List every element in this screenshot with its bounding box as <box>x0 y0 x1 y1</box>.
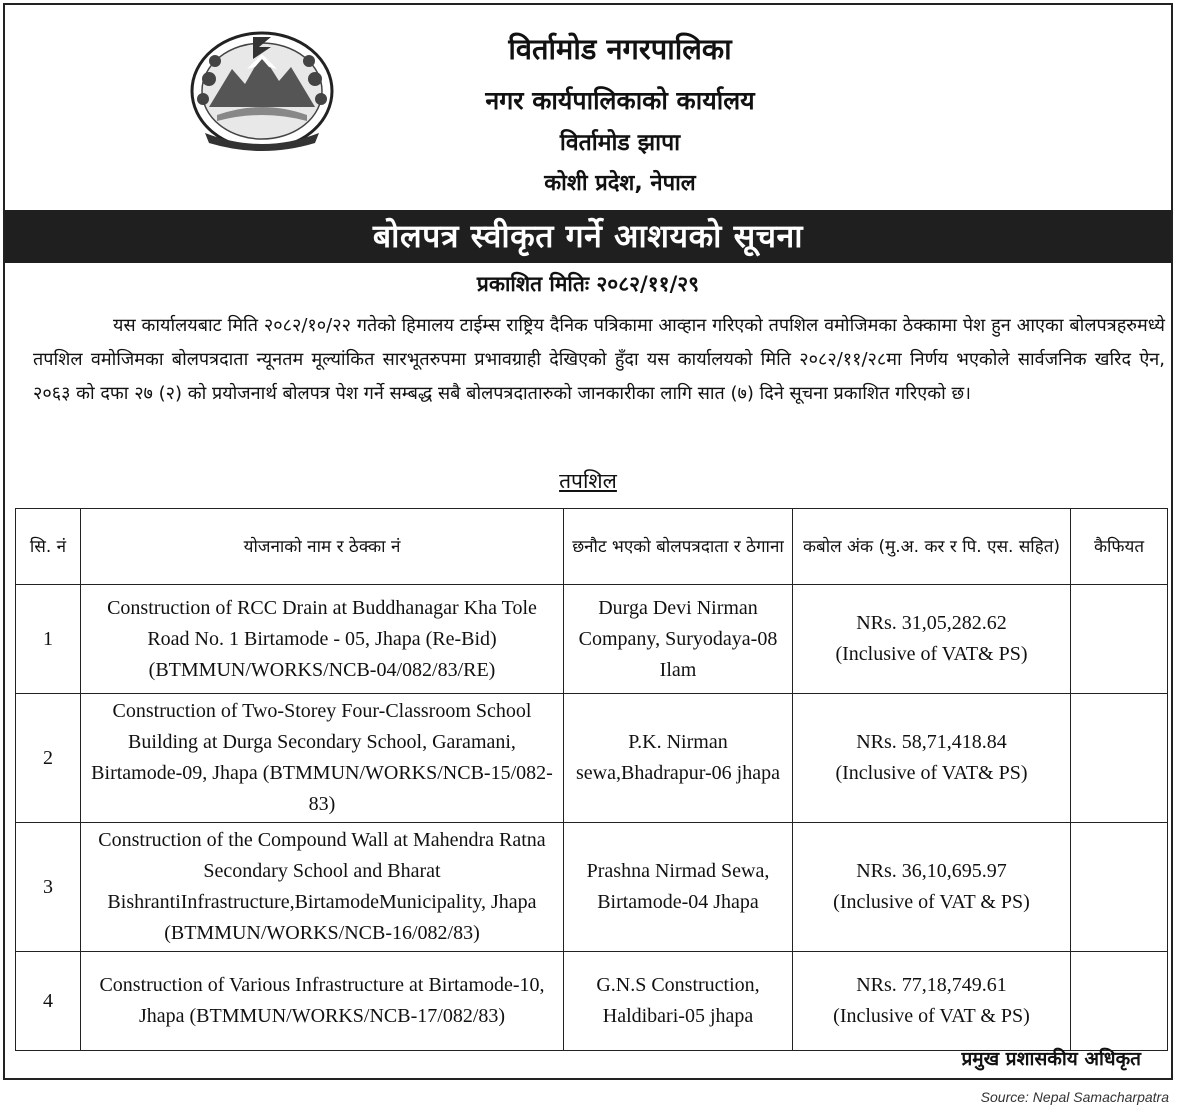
municipality-name: विर्तामोड नगरपालिका <box>508 32 732 66</box>
cell-bidder: G.N.S Construction, Haldibari-05 jhapa <box>564 952 793 1051</box>
amount-value: NRs. 36,10,695.97 <box>856 860 1007 882</box>
table-row <box>16 585 1168 694</box>
signatory-title: प्रमुख प्रशासकीय अधिकृत <box>961 1048 1141 1070</box>
cell-serial: 4 <box>16 952 81 1051</box>
table-row <box>16 823 1168 952</box>
col-header-bidder: छनौट भएको बोलपत्रदाता र ठेगाना <box>564 509 793 585</box>
col-header-project: योजनाको नाम र ठेक्का नं <box>81 509 564 585</box>
cell-amount <box>793 694 1071 823</box>
published-date: प्रकाशित मितिः २०८२/११/२९ <box>476 272 700 296</box>
cell-amount <box>793 585 1071 694</box>
amount-value: NRs. 31,05,282.62 <box>856 612 1007 634</box>
amount-note: (Inclusive of VAT& PS) <box>835 643 1028 665</box>
cell-bidder: P.K. Nirman sewa,Bhadrapur-06 jhapa <box>564 694 793 823</box>
cell-project: Construction of RCC Drain at Buddhanagar Kha Tole Road No. 1 Birtamode - 05, Jhapa (Re-Bid) (BTMMUN/WORKS/NCB-04/082/83/RE) <box>81 585 564 694</box>
table-row <box>16 952 1168 1051</box>
office-name: नगर कार्यपालिकाको कार्यालय <box>485 86 755 115</box>
col-header-amount: कबोल अंक (मु.अ. कर र पि. एस. सहित) <box>793 509 1071 585</box>
cell-project: Construction of Various Infrastructure at Birtamode-10, Jhapa (BTMMUN/WORKS/NCB-17/082/83) <box>81 952 564 1051</box>
nepal-emblem-icon <box>187 29 337 157</box>
province-country: कोशी प्रदेश, नेपाल <box>544 171 696 196</box>
amount-note: (Inclusive of VAT & PS) <box>833 891 1030 913</box>
cell-serial: 1 <box>16 585 81 694</box>
notice-header <box>5 5 1171 208</box>
source-credit: Source: Nepal Samacharpatra <box>980 1089 1169 1105</box>
cell-serial: 2 <box>16 694 81 823</box>
cell-project: Construction of the Compound Wall at Mahendra Ratna Secondary School and Bharat BishrantiInfrastructure,BirtamodeMunicipality, Jhapa (BTMMUN/WORKS/NCB-16/082/83) <box>81 823 564 952</box>
col-header-serial: सि. नं <box>16 509 81 585</box>
office-location: विर्तामोड झापा <box>559 130 681 156</box>
cell-remarks <box>1071 694 1168 823</box>
col-header-remarks: कैफियत <box>1071 509 1168 585</box>
table-header-row <box>16 509 1168 585</box>
details-heading: तपशिल <box>559 469 617 493</box>
bid-details-table <box>15 508 1168 1051</box>
notice-body-paragraph: यस कार्यालयबाट मिति २०८२/१०/२२ गतेको हिमालय टाईम्स राष्ट्रिय दैनिक पत्रिकामा आव्हान गरिएको तपशिल वमोजिमका ठेक्कामा पेश हुन आएका बोलपत्रहरुमध्ये तपशिल वमोजिमका बोलपत्रदाता न्यूनतम मूल्यांकित सारभूतरुपमा प्रभावग्राही देखिएको हुँदा यस कार्यालयको मिति २०८२/११/२८मा निर्णय भएकोले सार्वजनिक खरिद ऐन, २०६३ को दफा २७ (२) को प्रयोजनार्थ बोलपत्र पेश गर्ने सम्बद्ध सबै बोलपत्रदातारुको जानकारीका लागि सात (७) दिने सूचना प्रकाशित गरिएको छ। <box>33 315 1165 404</box>
cell-remarks <box>1071 823 1168 952</box>
notice-frame <box>3 3 1173 1080</box>
cell-remarks <box>1071 952 1168 1051</box>
table-row <box>16 694 1168 823</box>
cell-remarks <box>1071 585 1168 694</box>
amount-value: NRs. 77,18,749.61 <box>856 974 1007 996</box>
amount-note: (Inclusive of VAT& PS) <box>835 762 1028 784</box>
cell-project: Construction of Two-Storey Four-Classroom School Building at Durga Secondary School, Garamani, Birtamode-09, Jhapa (BTMMUN/WORKS/NCB-15/082-83) <box>81 694 564 823</box>
cell-amount <box>793 952 1071 1051</box>
cell-serial: 3 <box>16 823 81 952</box>
notice-title-banner: बोलपत्र स्वीकृत गर्ने आशयको सूचना <box>5 210 1171 263</box>
cell-bidder: Prashna Nirmad Sewa, Birtamode-04 Jhapa <box>564 823 793 952</box>
amount-value: NRs. 58,71,418.84 <box>856 731 1007 753</box>
cell-bidder: Durga Devi Nirman Company, Suryodaya-08 Ilam <box>564 585 793 694</box>
amount-note: (Inclusive of VAT & PS) <box>833 1005 1030 1027</box>
cell-amount <box>793 823 1071 952</box>
